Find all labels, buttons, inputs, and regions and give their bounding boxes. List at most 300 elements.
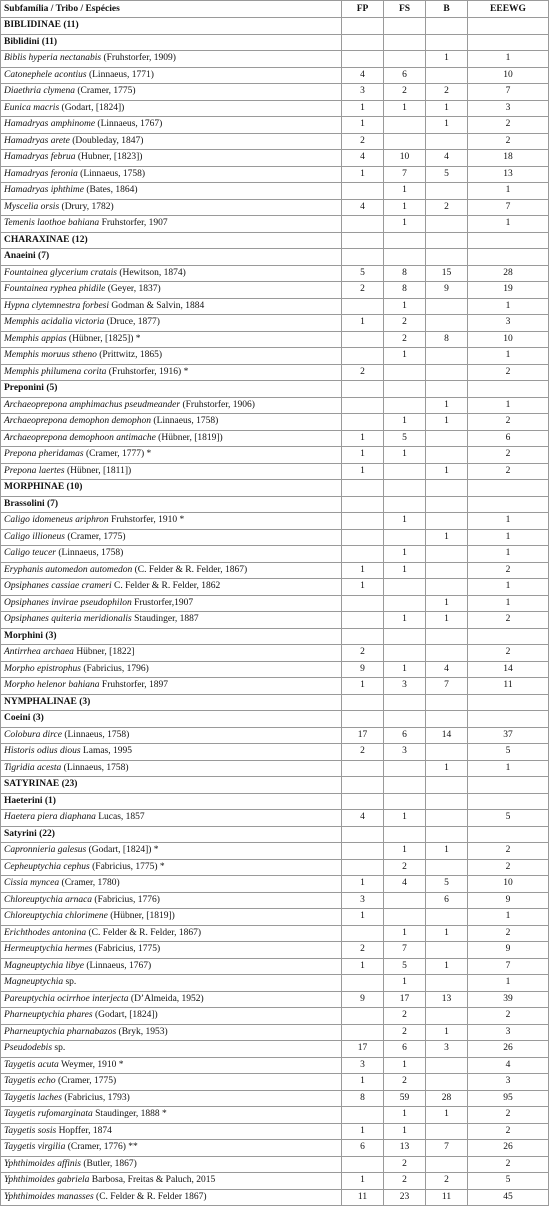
count-eeewg: 2 [468, 414, 549, 431]
species-row [1, 1189, 549, 1206]
count-b [426, 579, 468, 596]
species-author: (Fabricius, 1793) [61, 1092, 130, 1103]
count-b [426, 562, 468, 579]
species-cell [1, 991, 342, 1008]
species-row [1, 67, 549, 84]
species-name: Morpho helenor bahiana [4, 680, 100, 691]
species-row [1, 51, 549, 68]
count-eeewg: 2 [468, 463, 549, 480]
count-eeewg: 9 [468, 942, 549, 959]
count-fp [342, 183, 384, 200]
species-row [1, 298, 549, 315]
species-name: Taygetis echo [4, 1076, 56, 1087]
count-fs [384, 529, 426, 546]
species-row [1, 183, 549, 200]
count-fs: 59 [384, 1090, 426, 1107]
empty-cell [468, 18, 549, 35]
count-fs: 1 [384, 546, 426, 563]
count-b [426, 430, 468, 447]
species-name: Pharneuptychia pharnabazos [4, 1026, 117, 1037]
count-fp: 17 [342, 727, 384, 744]
empty-cell [468, 711, 549, 728]
empty-cell [468, 628, 549, 645]
species-name: Fountainea glycerium cratais [4, 267, 117, 278]
species-name: Cepheuptychia cephus [4, 861, 90, 872]
tribe-label: Preponini (5) [1, 381, 342, 398]
subfamily-row [1, 232, 549, 249]
header-fs: FS [384, 1, 426, 18]
count-fp: 3 [342, 892, 384, 909]
species-cell [1, 958, 342, 975]
species-row [1, 100, 549, 117]
count-fs: 2 [384, 1024, 426, 1041]
species-cell [1, 199, 342, 216]
species-row [1, 925, 549, 942]
species-name: Temenis laothoe bahiana [4, 218, 100, 229]
species-author: (Hübner, [1811]) [64, 465, 132, 476]
species-author: Fruhstorfer, 1897 [99, 680, 169, 691]
species-author: C. Felder & R. Felder, 1862 [111, 581, 221, 592]
empty-cell [468, 694, 549, 711]
count-b [426, 1123, 468, 1140]
count-fs: 1 [384, 1107, 426, 1124]
species-author: Frustorfer,1907 [131, 597, 194, 608]
species-author: (Fabricius, 1775) * [89, 861, 165, 872]
species-name: Opsiphanes invirae pseudophilon [4, 597, 132, 608]
count-b: 4 [426, 150, 468, 167]
species-cell [1, 447, 342, 464]
count-fs: 8 [384, 282, 426, 299]
count-b: 1 [426, 100, 468, 117]
species-name: Yphthimoides affinis [4, 1158, 81, 1169]
species-name: Diaethria clymena [4, 86, 75, 97]
species-author: (Fabricius, 1796) [80, 663, 149, 674]
count-eeewg: 1 [468, 529, 549, 546]
species-row [1, 991, 549, 1008]
count-b: 8 [426, 331, 468, 348]
species-author: Staudinger, 1888 * [92, 1109, 167, 1120]
count-eeewg: 10 [468, 331, 549, 348]
count-b: 5 [426, 876, 468, 893]
empty-cell [426, 793, 468, 810]
species-name: Yphthimoides gabriela [4, 1175, 90, 1186]
species-author: (Hübner, [1819]) [107, 911, 175, 922]
count-eeewg: 10 [468, 876, 549, 893]
species-name: Memphis moruus stheno [4, 350, 97, 361]
tribe-label: Biblidini (11) [1, 34, 342, 51]
species-author: sp. [52, 1043, 66, 1054]
species-author: (C. Felder & R. Felder 1867) [93, 1191, 207, 1202]
tribe-row [1, 249, 549, 266]
species-author: (Linnaeus, 1758) [61, 762, 129, 773]
table-body [1, 18, 549, 1206]
count-fs: 1 [384, 843, 426, 860]
species-row [1, 810, 549, 827]
species-author: (Cramer, 1775) [55, 1076, 117, 1087]
count-fp: 1 [342, 463, 384, 480]
species-row [1, 315, 549, 332]
species-author: (Hubner, [1823]) [75, 152, 143, 163]
species-author: Fruhstorfer, 1910 * [108, 515, 185, 526]
count-fs: 1 [384, 199, 426, 216]
species-author: (Prittwitz, 1865) [96, 350, 163, 361]
species-cell [1, 1123, 342, 1140]
species-author: (Godart, [1824]) * [86, 845, 159, 856]
count-fs [384, 364, 426, 381]
count-fp: 9 [342, 991, 384, 1008]
species-cell [1, 100, 342, 117]
count-eeewg: 7 [468, 84, 549, 101]
count-fp: 2 [342, 282, 384, 299]
count-fp [342, 348, 384, 365]
count-eeewg: 11 [468, 678, 549, 695]
species-row [1, 199, 549, 216]
species-cell [1, 562, 342, 579]
species-row [1, 397, 549, 414]
species-cell [1, 727, 342, 744]
count-fp [342, 1024, 384, 1041]
header-name: Subfamília / Tribo / Espécies [1, 1, 342, 18]
species-row [1, 958, 549, 975]
count-fs: 3 [384, 678, 426, 695]
count-b [426, 744, 468, 761]
species-author: (Linnaeus, 1767) [83, 960, 152, 971]
empty-cell [342, 232, 384, 249]
species-author: Fruhstorfer, 1907 [99, 218, 168, 229]
species-name: Capronnieria galesus [4, 845, 87, 856]
species-name: Historis odius dious [4, 746, 81, 757]
count-fs: 1 [384, 447, 426, 464]
empty-cell [426, 694, 468, 711]
count-b [426, 1008, 468, 1025]
count-fp: 4 [342, 199, 384, 216]
species-row [1, 975, 549, 992]
count-eeewg: 37 [468, 727, 549, 744]
count-fs [384, 909, 426, 926]
count-eeewg: 1 [468, 183, 549, 200]
empty-cell [342, 18, 384, 35]
species-cell [1, 1090, 342, 1107]
empty-cell [468, 793, 549, 810]
species-cell [1, 183, 342, 200]
species-author: (Godart, [1824]) [59, 102, 125, 113]
species-row [1, 760, 549, 777]
species-author: sp. [63, 977, 77, 988]
species-row [1, 595, 549, 612]
count-fs: 1 [384, 661, 426, 678]
species-author: (Doubleday, 1847) [69, 135, 144, 146]
count-b [426, 133, 468, 150]
species-cell [1, 216, 342, 233]
species-row [1, 117, 549, 134]
species-cell [1, 1024, 342, 1041]
species-cell [1, 84, 342, 101]
species-row [1, 1123, 549, 1140]
count-eeewg: 2 [468, 859, 549, 876]
count-fs: 1 [384, 183, 426, 200]
count-b [426, 447, 468, 464]
count-fs: 1 [384, 348, 426, 365]
species-author: (Hübner, [1825]) * [66, 333, 141, 344]
count-eeewg: 2 [468, 1156, 549, 1173]
empty-cell [468, 496, 549, 513]
header-eeewg: EEEWG [468, 1, 549, 18]
species-row [1, 1074, 549, 1091]
header-row [1, 1, 549, 18]
species-cell [1, 661, 342, 678]
species-author: Weymer, 1910 * [58, 1059, 124, 1070]
count-b [426, 364, 468, 381]
species-cell [1, 612, 342, 629]
count-eeewg: 2 [468, 645, 549, 662]
species-author: (Linnaeus, 1771) [86, 69, 154, 80]
count-fs [384, 117, 426, 134]
species-name: Hermeuptychia hermes [4, 944, 93, 955]
subfamily-row [1, 777, 549, 794]
header-b: B [426, 1, 468, 18]
count-b: 11 [426, 1189, 468, 1206]
tribe-label: Haeterini (1) [1, 793, 342, 810]
count-b: 9 [426, 282, 468, 299]
species-name: Pseudodebis [4, 1043, 53, 1054]
count-fp [342, 975, 384, 992]
count-fs: 3 [384, 744, 426, 761]
count-fp [342, 414, 384, 431]
count-fp: 1 [342, 909, 384, 926]
count-fs: 1 [384, 810, 426, 827]
species-cell [1, 678, 342, 695]
species-row [1, 661, 549, 678]
species-author: (Linnaeus, 1758) [61, 729, 130, 740]
species-cell [1, 1008, 342, 1025]
species-cell [1, 744, 342, 761]
species-name: Hamadryas februa [4, 152, 76, 163]
count-b [426, 975, 468, 992]
empty-cell [342, 496, 384, 513]
species-author: (Godart, [1824]) [92, 1010, 158, 1021]
count-eeewg: 3 [468, 100, 549, 117]
count-fp: 9 [342, 661, 384, 678]
count-fs [384, 760, 426, 777]
species-author: (C. Felder & R. Felder, 1867) [86, 927, 202, 938]
species-cell [1, 1041, 342, 1058]
count-eeewg: 2 [468, 612, 549, 629]
tribe-label: Morphini (3) [1, 628, 342, 645]
count-fp: 1 [342, 1123, 384, 1140]
count-b: 15 [426, 265, 468, 282]
count-b: 3 [426, 1041, 468, 1058]
count-fs: 7 [384, 166, 426, 183]
species-author: (Fruhstorfer, 1906) [180, 399, 255, 410]
empty-cell [426, 777, 468, 794]
species-name: Fountainea ryphea phidile [4, 284, 106, 295]
count-fp: 1 [342, 562, 384, 579]
count-eeewg: 3 [468, 315, 549, 332]
count-fp [342, 612, 384, 629]
species-cell [1, 265, 342, 282]
species-cell [1, 150, 342, 167]
count-fp: 2 [342, 364, 384, 381]
count-b: 7 [426, 1140, 468, 1157]
species-cell [1, 1107, 342, 1124]
species-row [1, 84, 549, 101]
subfamily-row [1, 480, 549, 497]
count-fs: 1 [384, 925, 426, 942]
count-fs: 2 [384, 84, 426, 101]
empty-cell [384, 793, 426, 810]
species-name: Opsiphanes cassiae crameri [4, 581, 112, 592]
species-cell [1, 892, 342, 909]
count-fs: 1 [384, 562, 426, 579]
species-row [1, 1090, 549, 1107]
species-row [1, 216, 549, 233]
count-eeewg: 1 [468, 298, 549, 315]
subfamily-row [1, 18, 549, 35]
subfamily-label: NYMPHALINAE (3) [1, 694, 342, 711]
count-b: 1 [426, 1107, 468, 1124]
count-b: 7 [426, 678, 468, 695]
species-cell [1, 166, 342, 183]
count-fp: 11 [342, 1189, 384, 1206]
species-cell [1, 1057, 342, 1074]
species-cell [1, 67, 342, 84]
species-row [1, 579, 549, 596]
count-eeewg: 10 [468, 67, 549, 84]
count-eeewg: 2 [468, 1107, 549, 1124]
count-b [426, 298, 468, 315]
count-fp: 1 [342, 315, 384, 332]
count-eeewg: 1 [468, 595, 549, 612]
species-row [1, 744, 549, 761]
count-fs: 1 [384, 1057, 426, 1074]
count-eeewg: 13 [468, 166, 549, 183]
species-name: Haetera piera diaphana [4, 812, 96, 823]
species-row [1, 331, 549, 348]
count-b: 1 [426, 843, 468, 860]
count-fp: 1 [342, 166, 384, 183]
empty-cell [426, 826, 468, 843]
count-b: 1 [426, 612, 468, 629]
species-row [1, 859, 549, 876]
species-row [1, 166, 549, 183]
species-cell [1, 51, 342, 68]
species-author: (Fabricius, 1775) [92, 944, 161, 955]
count-b: 1 [426, 463, 468, 480]
count-fs: 2 [384, 1173, 426, 1190]
count-fs: 13 [384, 1140, 426, 1157]
count-fp [342, 843, 384, 860]
empty-cell [384, 480, 426, 497]
species-cell [1, 513, 342, 530]
species-cell [1, 645, 342, 662]
species-cell [1, 117, 342, 134]
count-eeewg: 1 [468, 397, 549, 414]
species-author: (Bates, 1864) [83, 185, 138, 196]
count-b [426, 183, 468, 200]
count-eeewg: 39 [468, 991, 549, 1008]
species-author: (Hewitson, 1874) [116, 267, 186, 278]
count-fs: 4 [384, 876, 426, 893]
species-name: Pareuptychia ocirrhoe interjecta [4, 993, 129, 1004]
subfamily-row [1, 694, 549, 711]
count-fs: 1 [384, 414, 426, 431]
count-b: 2 [426, 199, 468, 216]
count-b [426, 859, 468, 876]
count-fp [342, 1107, 384, 1124]
species-author: (Cramer, 1777) * [83, 449, 152, 460]
count-fp: 4 [342, 150, 384, 167]
count-fs: 8 [384, 265, 426, 282]
empty-cell [426, 381, 468, 398]
species-name: Caligo teucer [4, 548, 56, 559]
count-fp [342, 529, 384, 546]
species-name: Caligo idomeneus ariphron [4, 515, 109, 526]
species-cell [1, 1173, 342, 1190]
count-eeewg: 1 [468, 909, 549, 926]
species-name: Prepona laertes [4, 465, 65, 476]
count-eeewg: 18 [468, 150, 549, 167]
empty-cell [468, 777, 549, 794]
empty-cell [342, 694, 384, 711]
species-author: (Druce, 1877) [104, 317, 160, 328]
count-b [426, 909, 468, 926]
count-b: 1 [426, 1024, 468, 1041]
empty-cell [384, 496, 426, 513]
count-eeewg: 3 [468, 1024, 549, 1041]
species-cell [1, 1156, 342, 1173]
count-fs: 10 [384, 150, 426, 167]
species-row [1, 727, 549, 744]
count-eeewg: 2 [468, 133, 549, 150]
species-name: Taygetis virgilia [4, 1142, 66, 1153]
empty-cell [426, 232, 468, 249]
count-eeewg: 1 [468, 513, 549, 530]
empty-cell [384, 381, 426, 398]
species-author: (D’Almeida, 1952) [128, 993, 204, 1004]
species-name: Archaeoprepona amphimachus pseudmeander [4, 399, 181, 410]
species-row [1, 529, 549, 546]
count-eeewg: 4 [468, 1057, 549, 1074]
count-fp [342, 51, 384, 68]
count-fs: 1 [384, 1123, 426, 1140]
count-b: 1 [426, 760, 468, 777]
count-fs: 7 [384, 942, 426, 959]
species-name: Hamadryas iphthime [4, 185, 84, 196]
species-row [1, 892, 549, 909]
tribe-label: Satyrini (22) [1, 826, 342, 843]
species-name: Biblis hyperia nectanabis [4, 53, 102, 64]
count-eeewg: 6 [468, 430, 549, 447]
species-cell [1, 975, 342, 992]
empty-cell [384, 826, 426, 843]
count-eeewg: 1 [468, 975, 549, 992]
tribe-label: Anaeini (7) [1, 249, 342, 266]
empty-cell [342, 381, 384, 398]
species-author: (Bryk, 1953) [116, 1026, 168, 1037]
count-b: 4 [426, 661, 468, 678]
count-b: 5 [426, 166, 468, 183]
empty-cell [468, 34, 549, 51]
species-name: Antirrhea archaea [4, 647, 74, 658]
species-name: Catonephele acontius [4, 69, 87, 80]
species-author: (Fruhstorfer, 1916) * [106, 366, 189, 377]
species-cell [1, 546, 342, 563]
count-b: 1 [426, 595, 468, 612]
count-fp: 8 [342, 1090, 384, 1107]
count-eeewg: 2 [468, 364, 549, 381]
empty-cell [468, 480, 549, 497]
count-fp [342, 760, 384, 777]
